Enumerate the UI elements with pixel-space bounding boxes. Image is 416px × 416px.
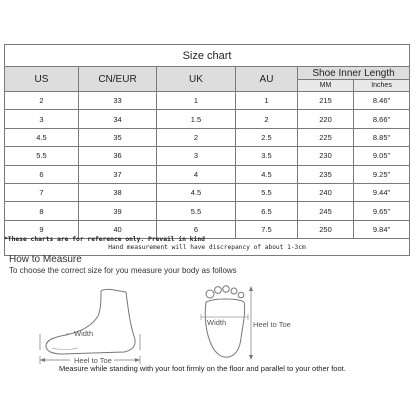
cell-inches: 9.05" — [354, 147, 410, 165]
cell-cn-eur: 34 — [79, 110, 157, 128]
header-mm: MM — [298, 80, 354, 92]
side-foot-illustration — [40, 289, 140, 365]
header-au: AU — [236, 67, 298, 92]
cell-mm: 250 — [298, 220, 354, 238]
cell-us: 4.5 — [5, 128, 79, 146]
table-row — [5, 183, 410, 201]
how-to-title: How to Measure — [9, 254, 82, 265]
how-to-subtitle: To choose the correct size for you measure your body as follows — [9, 266, 237, 275]
cell-au: 3.5 — [236, 147, 298, 165]
cell-au: 5.5 — [236, 183, 298, 201]
header-cn-eur: CN/EUR — [79, 67, 157, 92]
cell-cn-eur: 38 — [79, 183, 157, 201]
cell-uk: 2 — [157, 128, 236, 146]
cell-inches: 9.44" — [354, 183, 410, 201]
table-row — [5, 202, 410, 220]
size-chart-table — [4, 44, 410, 256]
cell-us: 5.5 — [5, 147, 79, 165]
cell-mm: 225 — [298, 128, 354, 146]
header-uk: UK — [157, 67, 236, 92]
cell-uk: 6 — [157, 220, 236, 238]
cell-us: 2 — [5, 92, 79, 110]
measurement-footnote: Hand measurement will have discrepancy of about 1-3cm — [5, 239, 410, 256]
table-row — [5, 110, 410, 128]
cell-mm: 235 — [298, 165, 354, 183]
cell-au: 6.5 — [236, 202, 298, 220]
foot-diagrams — [0, 278, 416, 378]
cell-us: 3 — [5, 110, 79, 128]
size-chart-title: Size chart — [5, 45, 410, 67]
cell-uk: 5.5 — [157, 202, 236, 220]
cell-inches: 8.46" — [354, 92, 410, 110]
table-row — [5, 165, 410, 183]
cell-mm: 245 — [298, 202, 354, 220]
cell-us: 8 — [5, 202, 79, 220]
cell-us: 9 — [5, 220, 79, 238]
cell-cn-eur: 39 — [79, 202, 157, 220]
cell-cn-eur: 37 — [79, 165, 157, 183]
cell-us: 7 — [5, 183, 79, 201]
table-row — [5, 92, 410, 110]
cell-inches: 9.25" — [354, 165, 410, 183]
cell-cn-eur: 35 — [79, 128, 157, 146]
size-chart — [4, 44, 409, 256]
measurement-instruction: Measure while standing with your foot firmly on the floor and parallel to your other foot. — [59, 364, 346, 373]
cell-mm: 230 — [298, 147, 354, 165]
cell-cn-eur: 33 — [79, 92, 157, 110]
reference-note: *These charts are for reference only. Prevail in kind — [4, 236, 205, 243]
cell-inches: 8.85" — [354, 128, 410, 146]
top-heel-to-toe-label: Heel to Toe — [253, 320, 291, 329]
cell-us: 6 — [5, 165, 79, 183]
cell-au: 2 — [236, 110, 298, 128]
header-us: US — [5, 67, 79, 92]
table-row — [5, 147, 410, 165]
side-width-label: Width — [74, 329, 94, 338]
cell-au: 1 — [236, 92, 298, 110]
cell-au: 7.5 — [236, 220, 298, 238]
cell-au: 2.5 — [236, 128, 298, 146]
cell-mm: 240 — [298, 183, 354, 201]
cell-uk: 4 — [157, 165, 236, 183]
cell-cn-eur: 36 — [79, 147, 157, 165]
header-inner-length: Shoe Inner Length — [298, 67, 410, 80]
cell-inches: 9.65" — [354, 202, 410, 220]
top-width-label: Width — [207, 318, 227, 327]
cell-au: 4.5 — [236, 165, 298, 183]
cell-uk: 3 — [157, 147, 236, 165]
table-row — [5, 128, 410, 146]
cell-cn-eur: 40 — [79, 220, 157, 238]
cell-mm: 215 — [298, 92, 354, 110]
cell-uk: 1 — [157, 92, 236, 110]
cell-mm: 220 — [298, 110, 354, 128]
header-inches: Inches — [354, 80, 410, 92]
cell-uk: 1.5 — [157, 110, 236, 128]
size-chart-body — [5, 92, 410, 239]
cell-inches: 9.84" — [354, 220, 410, 238]
cell-inches: 8.66" — [354, 110, 410, 128]
cell-uk: 4.5 — [157, 183, 236, 201]
side-heel-to-toe-label: Heel to Toe — [74, 356, 112, 365]
top-foot-illustration — [201, 286, 291, 360]
